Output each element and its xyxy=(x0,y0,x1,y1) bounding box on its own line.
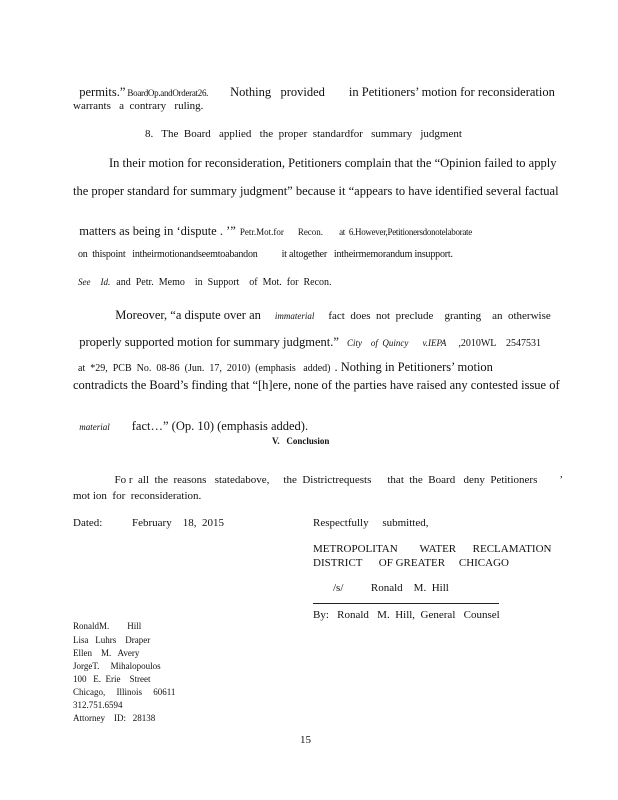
citation: Recon. xyxy=(297,226,324,237)
electronic-signature: /s/ Ronald M. Hill xyxy=(333,582,449,594)
text: Fo r all the reasons statedabove, xyxy=(114,474,270,486)
page-number: 15 xyxy=(300,734,311,746)
signature-line xyxy=(313,603,499,604)
citation: Petr.Mot.for xyxy=(239,226,284,237)
text: ’ xyxy=(559,474,564,486)
organization-line: DISTRICT OF GREATER CHICAGO xyxy=(313,557,509,569)
text: in Petitioners’ motion for reconsideration xyxy=(348,84,555,99)
body-line xyxy=(109,296,551,322)
citation: ,2010WL 2547531 xyxy=(458,337,542,349)
text: on thispoint intheirmotionandseemtoabandon xyxy=(78,249,258,260)
signatory: By: Ronald M. Hill, General Counsel xyxy=(313,609,500,621)
counsel-line: Ellen M. Avery xyxy=(73,648,140,658)
citation: at 6.However,Petitionersdonotelaborate xyxy=(339,226,472,237)
emphasis: immaterial xyxy=(274,310,315,321)
body-line xyxy=(73,240,453,260)
body-line xyxy=(73,268,332,288)
body-line: warrants a contrary ruling. xyxy=(73,100,204,112)
text: Moreover, “a dispute over an xyxy=(115,307,261,322)
body-line: In their motion for reconsideration, Petitioners complain that the “Opinion failed to apply xyxy=(109,156,557,170)
citation: at *29, PCB No. 08-86 (Jun. 17, 2010) (emphasis added) xyxy=(78,363,331,374)
signal: See xyxy=(78,277,91,287)
text: and Petr. Memo in Support of Mot. for Recon. xyxy=(116,277,332,288)
text: it altogether intheirmemorandum insupport. xyxy=(281,249,453,260)
text: properly supported motion for summary judgment.” xyxy=(79,334,339,349)
case-name: City of Quincy xyxy=(346,337,409,348)
text: the Districtrequests xyxy=(283,474,372,486)
counsel-line: Attorney ID: 28138 xyxy=(73,713,156,723)
case-name: v.IEPA xyxy=(422,337,447,348)
body-line xyxy=(73,212,472,237)
emphasis: material xyxy=(79,421,110,432)
body-line: contradicts the Board’s finding that “[h]ere, none of the parties have raised any contested issue of xyxy=(73,378,560,392)
text: that the Board deny Petitioners xyxy=(387,474,538,486)
organization-line: METROPOLITAN WATER RECLAMATION xyxy=(313,543,552,555)
text: fact…” (Op. 10) (emphasis added). xyxy=(131,418,309,433)
citation: BoardOp.andOrderat26. xyxy=(127,87,209,98)
section-heading: 8. The Board applied the proper standardfor summary judgment xyxy=(145,128,462,140)
body-line xyxy=(109,464,563,486)
text: fact does not preclude granting an otherwise xyxy=(328,309,551,322)
body-line: mot ion for reconsideration. xyxy=(73,490,202,502)
quote-end: permits.” xyxy=(79,84,126,99)
text: Nothing provided xyxy=(230,84,325,99)
body-line: the proper standard for summary judgment” because it “appears to have identified several factual xyxy=(73,184,559,198)
text: . Nothing in Petitioners’ motion xyxy=(334,360,493,374)
counsel-line: Lisa Luhrs Draper xyxy=(73,635,151,645)
body-line xyxy=(73,73,555,98)
date: February 18, 2015 xyxy=(132,517,224,529)
body-line xyxy=(73,323,541,349)
signal: Id. xyxy=(100,277,111,287)
body-line xyxy=(73,407,308,432)
counsel-line: RonaldM. Hill xyxy=(73,621,142,631)
counsel-line: 312.751.6594 xyxy=(73,700,123,710)
body-line xyxy=(73,351,493,374)
counsel-line: 100 E. Erie Street xyxy=(73,674,151,684)
text: matters as being in ‘dispute . ’” xyxy=(79,223,236,238)
counsel-line: Chicago, Illinois 60611 xyxy=(73,687,176,697)
dated-label: Dated: xyxy=(73,517,103,529)
counsel-line: JorgeT. Mihalopoulos xyxy=(73,661,161,671)
closing: Respectfully submitted, xyxy=(313,517,429,529)
section-heading: V. Conclusion xyxy=(272,436,330,446)
